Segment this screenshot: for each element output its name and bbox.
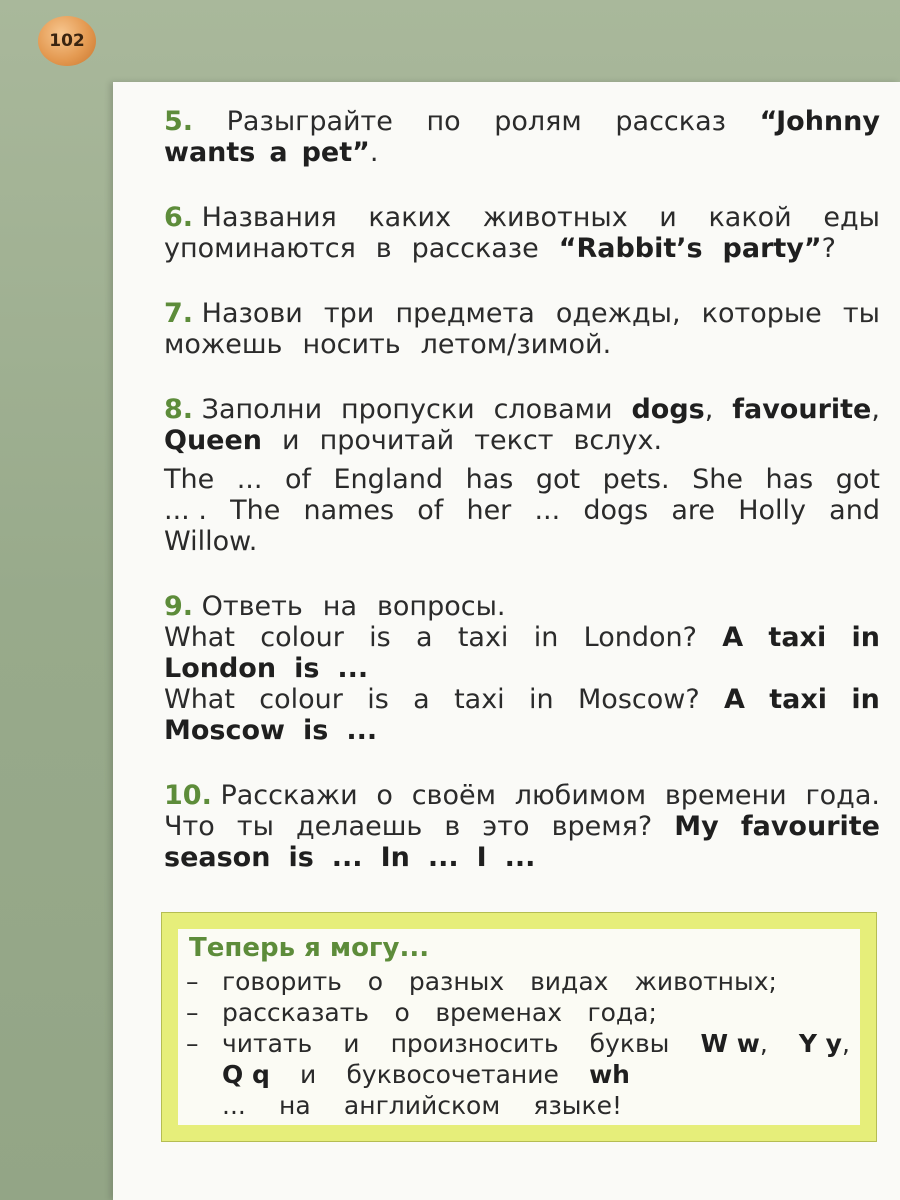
story-title: party” bbox=[722, 233, 822, 264]
word: в bbox=[375, 233, 392, 264]
word: a bbox=[413, 684, 430, 715]
gap-fill-line-3 bbox=[164, 526, 880, 557]
answer-start: ... bbox=[427, 842, 459, 873]
word: рассказ bbox=[615, 106, 726, 137]
keyword: favourite bbox=[732, 394, 872, 425]
exercise-9-intro bbox=[164, 591, 880, 622]
word: времени bbox=[664, 780, 787, 811]
answer-1-continuation bbox=[164, 653, 880, 684]
word: своём bbox=[411, 780, 496, 811]
story-title: a bbox=[269, 137, 288, 168]
punctuation: , bbox=[759, 1029, 768, 1058]
word: Ответь bbox=[201, 591, 303, 622]
word: of bbox=[417, 495, 444, 526]
dash: – bbox=[186, 998, 199, 1027]
word: говорить bbox=[222, 967, 342, 996]
word: рассказе bbox=[411, 233, 539, 264]
word: and bbox=[829, 495, 880, 526]
word: о bbox=[376, 780, 393, 811]
letter-combination: wh bbox=[589, 1060, 630, 1089]
word: ... bbox=[222, 1091, 246, 1120]
word: Расскажи bbox=[220, 780, 358, 811]
exercise-number: 8. bbox=[164, 394, 194, 425]
answer-2-continuation bbox=[164, 715, 880, 746]
punctuation: , bbox=[871, 394, 880, 425]
word: are bbox=[671, 495, 716, 526]
exercise-number: 10. bbox=[164, 780, 212, 811]
punctuation: , bbox=[704, 394, 714, 425]
exercise-7-line-2 bbox=[164, 329, 880, 360]
answer-start: A bbox=[724, 684, 745, 715]
answer-start: favourite bbox=[740, 811, 880, 842]
word: года; bbox=[587, 998, 657, 1027]
word: ты bbox=[842, 298, 880, 329]
word: colour bbox=[260, 622, 344, 653]
list-item bbox=[186, 1028, 850, 1059]
answer-start: A bbox=[722, 622, 744, 653]
word: of bbox=[284, 464, 311, 495]
word: произносить bbox=[390, 1029, 559, 1058]
word: вопросы. bbox=[377, 591, 506, 622]
word: The bbox=[164, 464, 215, 495]
word: и bbox=[282, 425, 300, 456]
word: Holly bbox=[738, 495, 807, 526]
dash: – bbox=[186, 967, 199, 996]
exercise-10-line-2 bbox=[164, 811, 880, 842]
answer-start: is bbox=[294, 653, 320, 684]
word: и bbox=[300, 1060, 317, 1089]
word: одежды, bbox=[555, 298, 681, 329]
answer-start: ... bbox=[331, 842, 363, 873]
word: dogs bbox=[583, 495, 649, 526]
exercise-5 bbox=[164, 106, 880, 168]
word: ... bbox=[534, 495, 561, 526]
list-item-continuation bbox=[186, 1059, 850, 1090]
exercise-7-line-1 bbox=[164, 298, 880, 329]
word: о bbox=[394, 998, 410, 1027]
summary-title: Теперь я могу... bbox=[189, 933, 430, 963]
word: буквосочетание bbox=[346, 1060, 559, 1089]
word: taxi bbox=[457, 622, 509, 653]
word: буквы bbox=[589, 1029, 670, 1058]
exercise-8 bbox=[164, 394, 880, 557]
exercise-5-line-1 bbox=[164, 106, 880, 137]
word: любимом bbox=[514, 780, 647, 811]
exercise-6 bbox=[164, 202, 880, 264]
exercise-8-line-2 bbox=[164, 425, 880, 456]
word: о bbox=[367, 967, 384, 996]
answer-start: is bbox=[303, 715, 329, 746]
word: летом/зимой. bbox=[420, 329, 612, 360]
answer-start: ... bbox=[337, 653, 369, 684]
list-item bbox=[186, 997, 850, 1028]
word: пропуски bbox=[341, 394, 475, 425]
word: можешь bbox=[164, 329, 283, 360]
exercises-content bbox=[164, 106, 880, 907]
story-title: wants bbox=[164, 137, 256, 168]
word: names bbox=[303, 495, 395, 526]
word: ... bbox=[164, 495, 190, 526]
exercise-10-line-3 bbox=[164, 842, 880, 873]
answer-start: ... bbox=[504, 842, 536, 873]
summary-list bbox=[186, 966, 850, 1121]
keyword: dogs bbox=[631, 394, 705, 425]
answer-start: in bbox=[851, 684, 880, 715]
keyword: Queen bbox=[164, 425, 263, 456]
story-title: “Rabbit’s bbox=[558, 233, 703, 264]
word: taxi bbox=[454, 684, 505, 715]
word: это bbox=[482, 811, 530, 842]
word: ты bbox=[236, 811, 274, 842]
word: время? bbox=[551, 811, 653, 842]
word: вслух. bbox=[573, 425, 663, 456]
word: текст bbox=[474, 425, 554, 456]
answer-start: My bbox=[674, 811, 719, 842]
exercise-10 bbox=[164, 780, 880, 873]
word: Назови bbox=[201, 298, 303, 329]
list-item bbox=[186, 966, 850, 997]
word: упоминаются bbox=[164, 233, 356, 264]
word: по bbox=[426, 106, 461, 137]
answer-start: season bbox=[164, 842, 271, 873]
word: London? bbox=[583, 622, 697, 653]
exercise-9 bbox=[164, 591, 880, 746]
word: словами bbox=[493, 394, 613, 425]
word: in bbox=[533, 622, 559, 653]
answer-start: in bbox=[851, 622, 880, 653]
question-2 bbox=[164, 684, 880, 715]
word: colour bbox=[259, 684, 343, 715]
exercise-6-line-2 bbox=[164, 233, 836, 264]
word: видах bbox=[530, 967, 609, 996]
word: года. bbox=[805, 780, 880, 811]
word: рассказать bbox=[222, 998, 370, 1027]
word: носить bbox=[302, 329, 401, 360]
word: She bbox=[692, 464, 743, 495]
answer-start: I bbox=[476, 842, 487, 873]
exercise-7 bbox=[164, 298, 880, 360]
punctuation: ? bbox=[821, 233, 836, 264]
letter-pair: W w bbox=[700, 1029, 760, 1058]
word: . bbox=[198, 495, 207, 526]
word: Заполни bbox=[201, 394, 323, 425]
answer-start: ... bbox=[346, 715, 378, 746]
list-item-continuation bbox=[186, 1090, 850, 1121]
answer-start: is bbox=[288, 842, 314, 873]
answer-start: taxi bbox=[769, 684, 828, 715]
punctuation: . bbox=[369, 137, 379, 168]
gap-fill-text bbox=[164, 464, 880, 557]
word: и bbox=[343, 1029, 360, 1058]
word: What bbox=[164, 684, 235, 715]
word: is bbox=[367, 684, 389, 715]
word: ... bbox=[236, 464, 263, 495]
question-1 bbox=[164, 622, 880, 653]
word: in bbox=[529, 684, 554, 715]
word: предмета bbox=[395, 298, 535, 329]
answer-start: London bbox=[164, 653, 277, 684]
word: английском bbox=[343, 1091, 501, 1120]
word: на bbox=[279, 1091, 311, 1120]
punctuation: , bbox=[841, 1029, 850, 1058]
exercise-6-line-1 bbox=[164, 202, 880, 233]
word: has bbox=[765, 464, 814, 495]
exercise-5-line-2 bbox=[164, 137, 880, 168]
word: животных bbox=[482, 202, 628, 233]
word: которые bbox=[701, 298, 822, 329]
answer-start: In bbox=[380, 842, 410, 873]
word: Willow. bbox=[164, 526, 258, 557]
word: Разыграйте bbox=[226, 106, 393, 137]
letter-pair: Y y bbox=[798, 1029, 842, 1058]
exercise-8-line-1 bbox=[164, 394, 880, 425]
word: прочитай bbox=[319, 425, 455, 456]
word: читать bbox=[222, 1029, 313, 1058]
word: в bbox=[444, 811, 461, 842]
word: pets. bbox=[602, 464, 670, 495]
word: Названия bbox=[201, 202, 337, 233]
word: разных bbox=[408, 967, 505, 996]
summary-box bbox=[161, 912, 877, 1142]
word: на bbox=[322, 591, 357, 622]
word: got bbox=[835, 464, 880, 495]
word: какой bbox=[708, 202, 792, 233]
word: is bbox=[369, 622, 391, 653]
word: Moscow? bbox=[578, 684, 700, 715]
story-title: “Johnny bbox=[759, 106, 880, 137]
word: каких bbox=[368, 202, 452, 233]
word: England bbox=[333, 464, 444, 495]
word: got bbox=[535, 464, 581, 495]
word: еды bbox=[823, 202, 880, 233]
story-title: pet” bbox=[301, 137, 370, 168]
answer-start: taxi bbox=[768, 622, 827, 653]
word: ролям bbox=[494, 106, 582, 137]
word: животных; bbox=[634, 967, 777, 996]
word: и bbox=[659, 202, 677, 233]
answer-start: Moscow bbox=[164, 715, 285, 746]
word: Что bbox=[164, 811, 215, 842]
word: делаешь bbox=[296, 811, 423, 842]
page-number: 102 bbox=[38, 16, 96, 66]
word: три bbox=[323, 298, 375, 329]
gap-fill-line-2 bbox=[164, 495, 880, 526]
exercise-number: 7. bbox=[164, 298, 194, 329]
word: What bbox=[164, 622, 235, 653]
dash: – bbox=[186, 1029, 199, 1058]
word: временах bbox=[435, 998, 562, 1027]
letter-pair: Q q bbox=[222, 1060, 270, 1089]
word: The bbox=[230, 495, 281, 526]
exercise-number: 5. bbox=[164, 106, 194, 137]
word: her bbox=[466, 495, 512, 526]
word: языке! bbox=[533, 1091, 622, 1120]
exercise-number: 6. bbox=[164, 202, 194, 233]
word: has bbox=[465, 464, 514, 495]
exercise-10-line-1 bbox=[164, 780, 880, 811]
exercise-number: 9. bbox=[164, 591, 194, 622]
word: a bbox=[415, 622, 433, 653]
gap-fill-line-1 bbox=[164, 464, 880, 495]
